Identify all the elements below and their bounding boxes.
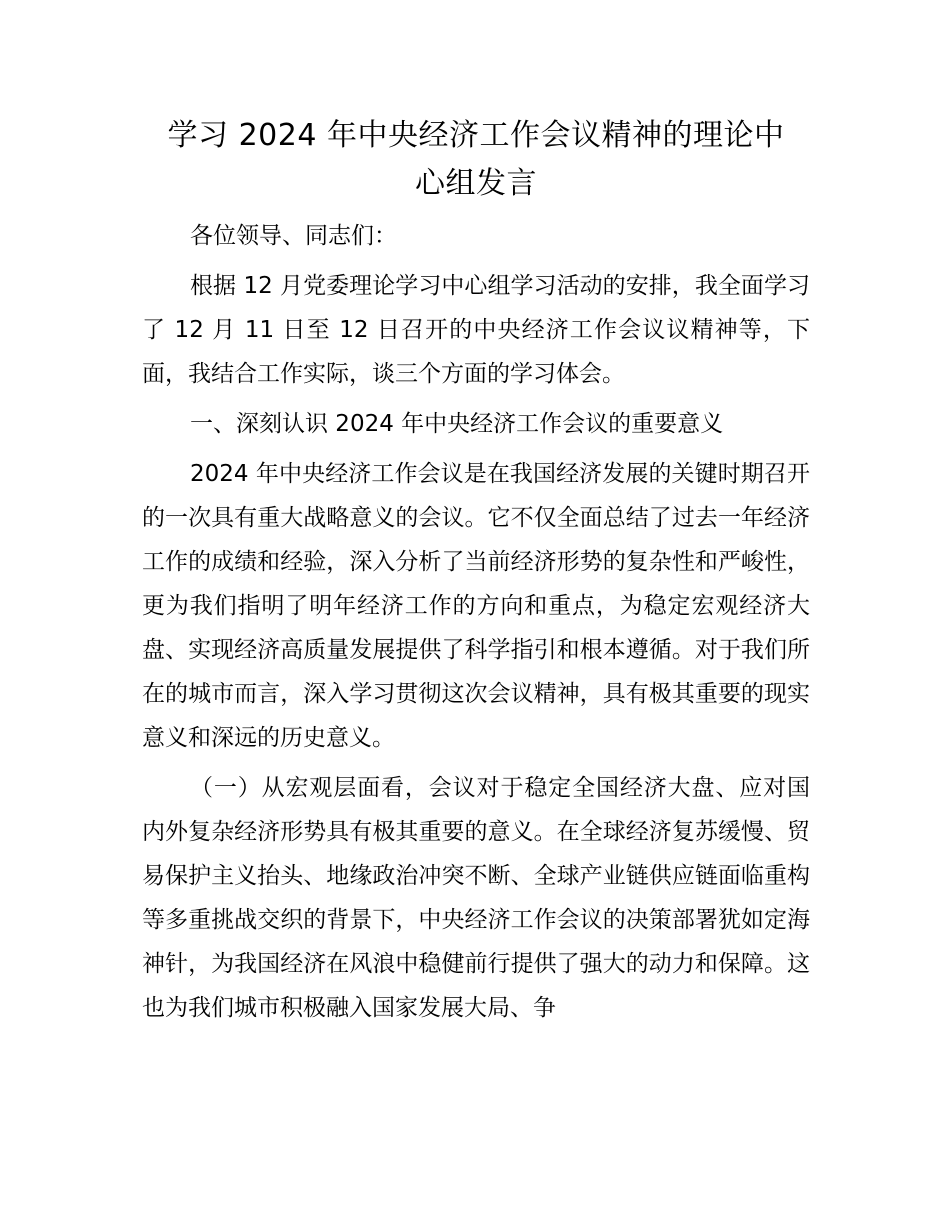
greeting: 各位领导、同志们：	[190, 223, 397, 249]
section-heading-1: 一、深刻认识 2024 年中央经济工作会议的重要意义	[190, 411, 724, 437]
paragraph-significance: 2024 年中央经济工作会议是在我国经济发展的关键时期召开的一次具有重大战略意义的会议。它不仅全面总结了过去一年经济工作的成绩和经验，深入分析了当前经济形势的复杂性和严峻性，更为我们指明了明年经济工作的方向和重点，为稳定宏观经济大盘、实现经济高质量发展提供了科学指引和根本遵循。对于我们所在的城市而言，深入学习贯彻这次会议精神，具有极其重要的现实意义和深远的历史意义。	[142, 461, 810, 751]
paragraph-intro: 根据 12 月党委理论学习中心组学习活动的安排，我全面学习了 12 月 11 日至 12 日召开的中央经济工作会议议精神等，下面，我结合工作实际，谈三个方面的学习体会。	[142, 273, 810, 387]
title-line-2: 心组发言	[415, 166, 537, 201]
title-line-1: 学习 2024 年中央经济工作会议精神的理论中	[167, 118, 785, 153]
document-body	[142, 112, 810, 1030]
document-title	[142, 112, 810, 208]
paragraph-macro-level: （一）从宏观层面看，会议对于稳定全国经济大盘、应对国内外复杂经济形势具有极其重要的意义。在全球经济复苏缓慢、贸易保护主义抬头、地缘政治冲突不断、全球产业链供应链面临重构等多重挑战交织的背景下，中央经济工作会议的决策部署犹如定海神针，为我国经济在风浪中稳健前行提供了强大的动力和保障。这也为我们城市积极融入国家发展大局、争	[142, 775, 810, 1021]
